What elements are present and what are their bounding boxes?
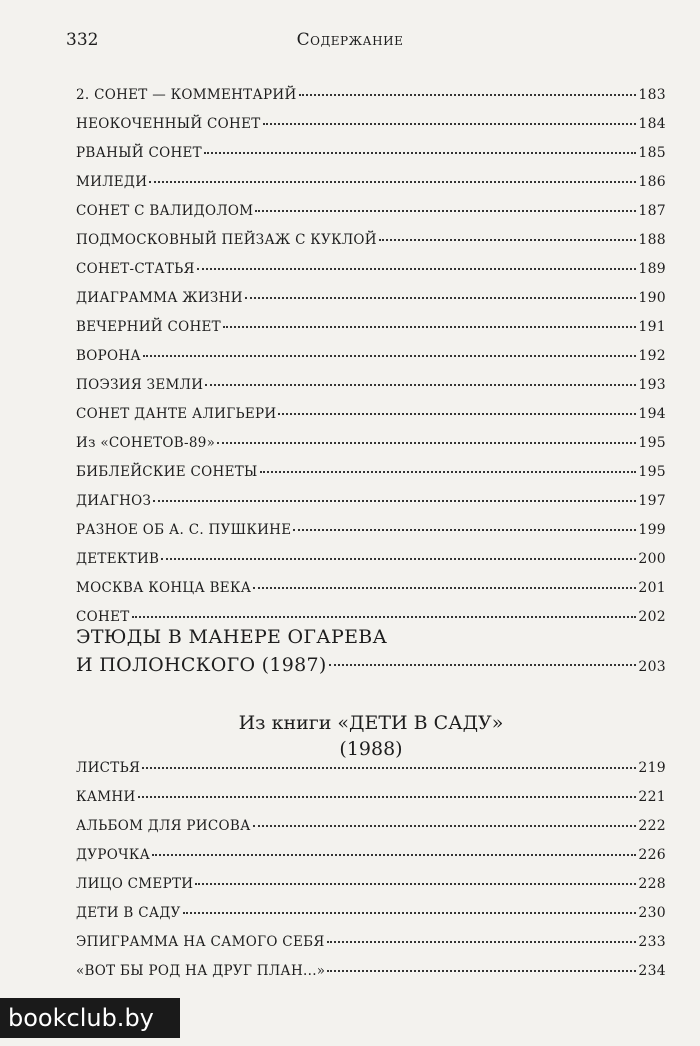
watermark: bookclub.by: [0, 998, 180, 1038]
dot-leader: [217, 442, 636, 444]
toc-entry-title: СОНЕТ-СТАТЬЯ: [76, 261, 195, 277]
dot-leader: [278, 413, 636, 415]
toc-entry: [76, 145, 666, 174]
toc-entry-page: 192: [638, 348, 666, 364]
dot-leader: [299, 94, 637, 96]
toc-entry-page: 199: [638, 522, 666, 538]
toc-entry-title: МОСКВА КОНЦА ВЕКА: [76, 580, 252, 596]
dot-leader: [327, 941, 637, 943]
toc-entry-page: 228: [638, 876, 666, 892]
dot-leader: [293, 529, 636, 531]
running-title: Содержание: [296, 30, 404, 50]
dot-leader: [253, 825, 637, 827]
toc-entry-page: 234: [638, 963, 666, 979]
dot-leader: [143, 355, 636, 357]
toc-entry-title: ДИАГРАММА ЖИЗНИ: [76, 290, 243, 306]
toc-entry-title: БИБЛЕЙСКИЕ СОНЕТЫ: [76, 464, 258, 480]
dot-leader: [195, 883, 636, 885]
toc-entry-title: ДЕТИ В САДУ: [76, 905, 181, 921]
dot-leader: [149, 181, 636, 183]
cycle-title-line-1: ЭТЮДЫ В МАНЕРЕ ОГАРЕВА: [76, 626, 388, 648]
dot-leader: [245, 297, 637, 299]
toc-entry: [76, 348, 666, 377]
toc-entry-page: 197: [638, 493, 666, 509]
toc-entry: [76, 818, 666, 847]
cycle-page-number: 203: [638, 659, 666, 675]
toc-entry-page: 195: [638, 435, 666, 451]
toc-cycle-entry: [76, 623, 666, 681]
dot-leader: [197, 268, 637, 270]
toc-entry: [76, 522, 666, 551]
book-title: Из книги «ДЕТИ В САДУ»: [238, 712, 504, 734]
toc-entry: [76, 580, 666, 609]
toc-entry-title: ДЕТЕКТИВ: [76, 551, 160, 567]
page-number: 332: [66, 30, 99, 50]
dot-leader: [260, 471, 637, 473]
toc-entry: [76, 493, 666, 522]
toc-entry-page: 194: [638, 406, 666, 422]
toc-entry: [76, 116, 666, 145]
toc-entry-title: ВЕЧЕРНИЙ СОНЕТ: [76, 319, 221, 335]
toc-entry-page: 183: [638, 87, 666, 103]
dot-leader: [161, 558, 636, 560]
toc-entry-title: СОНЕТ ДАНТЕ АЛИГЬЕРИ: [76, 406, 277, 422]
toc-entry-title: ДИАГНОЗ: [76, 493, 152, 509]
toc-entry-title: РАЗНОЕ ОБ А. С. ПУШКИНЕ: [76, 522, 292, 538]
toc-entry-title: КАМНИ: [76, 789, 136, 805]
toc-entry: [76, 876, 666, 905]
dot-leader: [204, 152, 636, 154]
toc-entry: [76, 464, 666, 493]
toc-entry-page: 187: [638, 203, 666, 219]
dot-leader: [152, 854, 636, 856]
toc-entry: [76, 203, 666, 232]
toc-entry-page: 184: [638, 116, 666, 132]
toc-entry-page: 221: [638, 789, 666, 805]
dot-leader: [255, 210, 636, 212]
dot-leader: [329, 664, 637, 666]
toc-entry-page: 185: [638, 145, 666, 161]
page-header: [66, 30, 634, 58]
toc-entry-title: СОНЕТ С ВАЛИДОЛОМ: [76, 203, 254, 219]
toc-entry-page: 230: [638, 905, 666, 921]
dot-leader: [327, 970, 636, 972]
toc-entry: [76, 290, 666, 319]
toc-entry: [76, 905, 666, 934]
toc-entry-title: ЛИСТЬЯ: [76, 760, 141, 776]
toc-entry-title: АЛЬБОМ ДЛЯ РИСОВА: [76, 818, 251, 834]
toc-entry: [76, 963, 666, 992]
toc-entry-page: 201: [638, 580, 666, 596]
toc-entry-title: ВОРОНА: [76, 348, 141, 364]
toc-entry: [76, 847, 666, 876]
toc-entry-title: Из «СОНЕТОВ-89»: [76, 435, 216, 451]
toc-entry-title: НЕОКОЧЕННЫЙ СОНЕТ: [76, 116, 261, 132]
dot-leader: [138, 796, 637, 798]
toc-entry-page: 195: [638, 464, 666, 480]
toc-entry-page: 186: [638, 174, 666, 190]
toc-entry: [76, 406, 666, 435]
toc-entry-title: 2. СОНЕТ — КОММЕНТАРИЙ: [76, 87, 297, 103]
dot-leader: [183, 912, 637, 914]
cycle-title-line-2: И ПОЛОНСКОГО (1987): [76, 654, 327, 676]
toc-entry-page: 222: [638, 818, 666, 834]
toc-entry-title: ЭПИГРАММА НА САМОГО СЕБЯ: [76, 934, 325, 950]
dot-leader: [253, 587, 636, 589]
toc-entry-page: 226: [638, 847, 666, 863]
dot-leader: [205, 384, 636, 386]
toc-entry: [76, 760, 666, 789]
toc-entry: [76, 87, 666, 116]
toc-entry: [76, 551, 666, 580]
toc-entry-title: ЛИЦО СМЕРТИ: [76, 876, 194, 892]
toc-entry-title: ПОДМОСКОВНЫЙ ПЕЙЗАЖ С КУКЛОЙ: [76, 232, 377, 248]
toc-entry-page: 193: [638, 377, 666, 393]
toc-entry-title: РВАНЫЙ СОНЕТ: [76, 145, 202, 161]
toc-entry-page: 202: [638, 609, 666, 625]
toc-entry-title: СОНЕТ: [76, 609, 130, 625]
toc-entry-page: 191: [638, 319, 666, 335]
dot-leader: [223, 326, 636, 328]
toc-entry: [76, 319, 666, 348]
toc-entry-title: «ВОТ БЫ РОД НА ДРУГ ПЛАН...»: [76, 963, 326, 979]
toc-section-sonnets: [76, 87, 666, 638]
toc-entry: [76, 261, 666, 290]
book-heading: [76, 710, 666, 762]
dot-leader: [132, 616, 637, 618]
dot-leader: [379, 239, 637, 241]
toc-entry: [76, 789, 666, 818]
toc-entry-title: ПОЭЗИЯ ЗЕМЛИ: [76, 377, 204, 393]
dot-leader: [153, 500, 636, 502]
toc-entry: [76, 934, 666, 963]
toc-entry-title: ДУРОЧКА: [76, 847, 151, 863]
toc-entry-page: 233: [638, 934, 666, 950]
toc-entry: [76, 232, 666, 261]
book-year: (1988): [339, 738, 403, 760]
toc-entry-page: 200: [638, 551, 666, 567]
toc-entry: [76, 174, 666, 203]
toc-section-children-in-garden: [76, 760, 666, 992]
dot-leader: [142, 767, 636, 769]
toc-entry: [76, 377, 666, 406]
toc-entry: [76, 435, 666, 464]
toc-entry-page: 188: [638, 232, 666, 248]
dot-leader: [263, 123, 637, 125]
toc-entry-title: МИЛЕДИ: [76, 174, 148, 190]
toc-entry-page: 190: [638, 290, 666, 306]
toc-entry-page: 219: [638, 760, 666, 776]
toc-entry-page: 189: [638, 261, 666, 277]
